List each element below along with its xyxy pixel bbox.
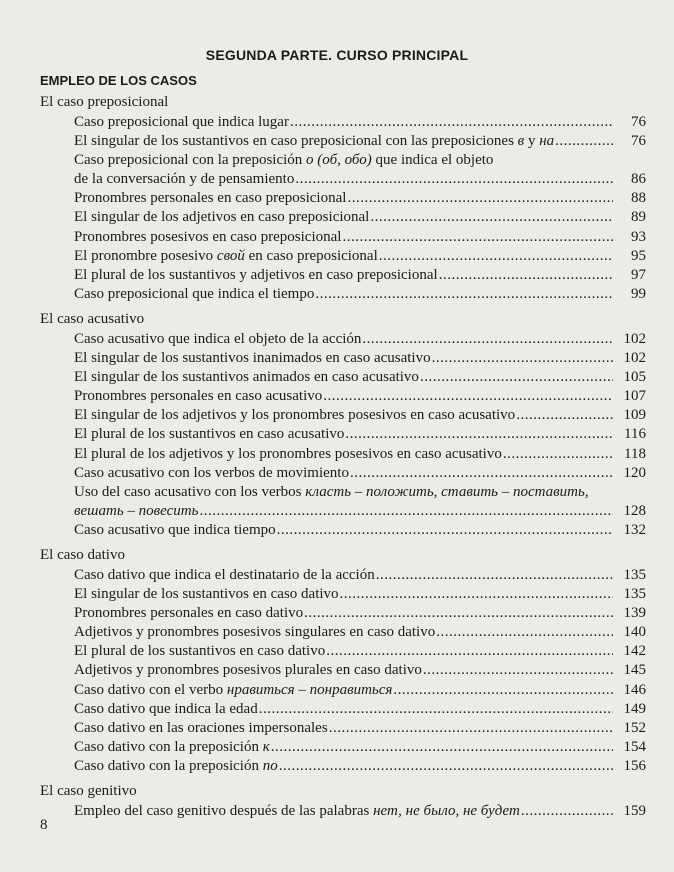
toc-entry-text: Caso dativo que indica la edad (74, 700, 258, 717)
toc-entry-text: El plural de los sustantivos y adjetivos en caso preposicional (74, 266, 438, 283)
toc-entry-italic: нет, не было, не будет (373, 803, 520, 819)
toc-entry-text: Pronombres personales en caso preposicional (74, 190, 347, 207)
group-title: El caso dativo (40, 546, 125, 563)
dot-leader (432, 349, 613, 368)
toc-entry[interactable] (40, 330, 646, 349)
toc-entry-text: El pronombre posesivo (74, 247, 217, 264)
dot-leader (350, 464, 613, 483)
dot-leader (279, 757, 613, 776)
toc-entry-label (74, 502, 198, 521)
toc-entry-label (74, 330, 361, 349)
toc-entry-label (74, 208, 369, 227)
toc-entry-label (74, 738, 270, 757)
toc-entry-label (74, 566, 375, 585)
toc-entry-label (74, 349, 431, 368)
toc-entry[interactable] (40, 661, 646, 680)
toc-entry[interactable] (40, 719, 646, 738)
dot-leader (329, 719, 613, 738)
toc-group (40, 92, 646, 304)
toc-entry-line (74, 151, 646, 170)
toc-entry-label (74, 368, 419, 387)
toc-entry-text: Pronombres personales en caso acusativo (74, 388, 323, 405)
toc-page-number: 140 (623, 624, 646, 641)
group-title: El caso preposicional (40, 94, 169, 110)
toc-entry-label (74, 406, 515, 425)
toc-entry-italic: по (262, 757, 278, 774)
toc-entry-label (74, 247, 378, 266)
toc-entry[interactable] (40, 189, 646, 208)
toc-entry[interactable] (40, 368, 646, 387)
dot-leader (342, 228, 613, 247)
dot-leader (379, 247, 613, 266)
dot-leader (199, 502, 613, 521)
toc-entry-label (74, 604, 303, 623)
dot-leader (393, 681, 613, 700)
toc-entry-text: en caso preposicional (244, 247, 378, 264)
dot-leader (315, 285, 613, 304)
toc-entry-text: El singular de los sustantivos animados en caso acusativo (74, 369, 419, 386)
toc-entry[interactable] (40, 521, 646, 540)
toc-entry[interactable] (40, 113, 646, 132)
toc-entry[interactable] (40, 425, 646, 444)
toc-entry-italic: вешать – повесить (74, 502, 199, 519)
dot-leader (555, 132, 613, 151)
toc-entry-label (74, 189, 346, 208)
toc-entry-text: El singular de los sustantivos inanimados en caso acusativo (74, 350, 431, 367)
toc-entry-line (74, 483, 646, 502)
toc-entry[interactable] (40, 208, 646, 227)
toc-entry-italic: к (262, 738, 270, 755)
toc-entry-label (74, 802, 520, 821)
toc-entry-italic: на (539, 133, 555, 150)
toc-entry-text: Adjetivos y pronombres posesivos singulares en caso dativo (74, 624, 436, 641)
dot-leader (345, 425, 613, 444)
toc-entry-label (74, 642, 325, 661)
toc-entry-label (74, 445, 502, 464)
toc-page-number: 152 (623, 719, 646, 736)
toc-entry[interactable] (40, 445, 646, 464)
toc-entry[interactable] (40, 757, 646, 776)
toc-entry-italic: нравиться – понравиться (226, 681, 393, 698)
toc-entry[interactable] (40, 132, 646, 151)
dot-leader (420, 368, 613, 387)
toc-page-number: 95 (631, 247, 646, 264)
dot-leader (503, 445, 613, 464)
toc-page-number: 146 (623, 681, 646, 698)
toc-page-number: 107 (623, 388, 646, 405)
toc-entry-line (74, 170, 646, 189)
page-number: 8 (40, 817, 48, 833)
toc-page-number: 128 (623, 502, 646, 519)
toc-entry[interactable] (40, 387, 646, 406)
toc-entry[interactable] (40, 285, 646, 304)
dot-leader (362, 330, 613, 349)
toc-entry[interactable] (40, 406, 646, 425)
toc-entry-text: que indica el objeto (371, 152, 494, 169)
table-of-contents (40, 92, 646, 826)
toc-entry-text: Adjetivos y pronombres posesivos plurales en caso dativo (74, 662, 422, 679)
dot-leader (423, 661, 613, 680)
toc-entry-text: Pronombres posesivos en caso preposicional (74, 228, 342, 245)
toc-entry-text: El plural de los sustantivos en caso dativo (74, 643, 326, 660)
toc-group (40, 781, 646, 821)
toc-entry-text: Caso preposicional que indica lugar (74, 114, 289, 130)
toc-entry-text: y (524, 133, 540, 150)
dot-leader (439, 266, 613, 285)
toc-entry-text: El plural de los adjetivos y los pronombres posesivos en caso acusativo (74, 445, 502, 462)
dot-leader (516, 406, 613, 425)
toc-entry-label (74, 757, 278, 776)
toc-page-number: 145 (623, 662, 646, 679)
toc-entry-label (74, 585, 339, 604)
toc-page-number: 88 (631, 190, 646, 207)
toc-entry[interactable] (40, 623, 646, 642)
toc-entry-italic: класть – положить, ставить – поставить, (305, 483, 589, 500)
dot-leader (323, 387, 613, 406)
toc-entry-label (74, 719, 328, 738)
toc-page-number: 156 (623, 757, 646, 774)
toc-entry-label (74, 170, 294, 189)
dot-leader (290, 113, 613, 132)
toc-entry-text: El singular de los sustantivos en caso preposicional con las preposiciones (74, 133, 518, 150)
toc-entry-text: Caso dativo con el verbo (74, 681, 227, 698)
toc-entry[interactable] (40, 700, 646, 719)
toc-entry[interactable] (40, 802, 646, 821)
dot-leader (259, 700, 613, 719)
dot-leader (304, 604, 613, 623)
toc-entry-text: Caso dativo con la preposición (74, 738, 263, 755)
toc-entry-label (74, 623, 435, 642)
dot-leader (295, 170, 613, 189)
toc-page-number: 135 (623, 566, 646, 583)
dot-leader (271, 738, 613, 757)
toc-page-number: 135 (623, 586, 646, 603)
toc-page-number: 76 (631, 133, 646, 150)
toc-page-number: 102 (623, 330, 646, 347)
toc-entry-text: Caso acusativo que indica tiempo (74, 521, 276, 538)
toc-entry-text: Caso dativo que indica el destinatario de la acción (74, 566, 375, 583)
toc-page-number: 102 (623, 350, 646, 367)
toc-entry-text: Caso preposicional que indica el tiempo (74, 285, 315, 302)
dot-leader (370, 208, 613, 227)
toc-entry-label (74, 700, 258, 719)
toc-entry[interactable] (40, 266, 646, 285)
toc-entry[interactable] (40, 464, 646, 483)
group-title: El caso genitivo (40, 783, 137, 799)
toc-entry-text: El singular de los adjetivos en caso preposicional (74, 209, 370, 226)
toc-page-number: 139 (623, 605, 646, 622)
toc-page-number: 76 (631, 114, 646, 130)
toc-entry[interactable] (40, 604, 646, 623)
group-title: El caso acusativo (40, 310, 145, 327)
toc-page-number: 132 (623, 521, 646, 538)
toc-entry-italic: в (517, 133, 525, 150)
toc-entry-label (74, 661, 422, 680)
dot-leader (376, 566, 613, 585)
dot-leader (277, 521, 613, 540)
section-title: EMPLEO DE LOS CASOS (40, 73, 197, 88)
toc-entry[interactable] (40, 566, 646, 585)
toc-page-number: 159 (623, 803, 646, 819)
dot-leader (326, 642, 613, 661)
toc-entry-text: Uso del caso acusativo con los verbos (74, 483, 306, 500)
toc-entry-text: El plural de los sustantivos en caso acusativo (74, 426, 345, 443)
toc-page-number: 120 (623, 464, 646, 481)
toc-entry[interactable] (40, 247, 646, 266)
toc-page-number: 116 (624, 426, 646, 443)
toc-entry-text: Caso dativo en las oraciones impersonales (74, 719, 328, 736)
toc-entry-text: El singular de los sustantivos en caso dativo (74, 586, 339, 603)
toc-entry-italic: свой (216, 247, 245, 264)
toc-entry-text: Caso dativo con la preposición (74, 757, 263, 774)
toc-entry[interactable] (40, 228, 646, 247)
toc-page-number: 105 (623, 369, 646, 386)
toc-entry-text: Caso acusativo que indica el objeto de la acción (74, 330, 362, 347)
toc-entry-text: Caso preposicional con la preposición (74, 152, 307, 169)
toc-page-number: 99 (631, 285, 646, 302)
toc-entry-label (74, 285, 314, 304)
toc-entry-label (74, 113, 289, 132)
toc-group (40, 545, 646, 776)
toc-entry[interactable] (40, 642, 646, 661)
toc-entry-italic: о (об, обо) (306, 152, 372, 169)
toc-entry-label (74, 681, 392, 700)
toc-entry-label (74, 266, 438, 285)
toc-entry[interactable] (40, 681, 646, 700)
toc-group (40, 309, 646, 540)
toc-entry-text: El singular de los adjetivos y los pronombres posesivos en caso acusativo (74, 407, 516, 424)
toc-entry-text: Empleo del caso genitivo después de las palabras (74, 803, 374, 819)
toc-entry-text: Caso acusativo con los verbos de movimiento (74, 464, 349, 481)
toc-entry[interactable] (40, 151, 646, 189)
dot-leader (347, 189, 613, 208)
toc-entry[interactable] (40, 349, 646, 368)
toc-entry-text: Pronombres personales en caso dativo (74, 605, 304, 622)
dot-leader (436, 623, 613, 642)
toc-entry-text: de la conversación y de pensamiento (74, 171, 295, 188)
toc-page-number: 154 (623, 738, 646, 755)
toc-entry-label (74, 521, 276, 540)
toc-entry-line (74, 502, 646, 521)
toc-entry[interactable] (40, 585, 646, 604)
toc-page-number: 97 (631, 266, 646, 283)
toc-entry-label (74, 132, 554, 151)
dot-leader (340, 585, 613, 604)
toc-page-number: 118 (624, 445, 646, 462)
toc-page-number: 89 (631, 209, 646, 226)
toc-entry-label (74, 464, 349, 483)
toc-page-number: 142 (623, 643, 646, 660)
toc-entry-label (74, 425, 344, 444)
dot-leader (521, 802, 613, 821)
toc-entry[interactable] (40, 483, 646, 521)
part-title: SEGUNDA PARTE. CURSO PRINCIPAL (205, 47, 469, 63)
toc-entry-label (74, 387, 322, 406)
toc-page-number: 149 (623, 700, 646, 717)
toc-entry-label (74, 228, 341, 247)
toc-page-number: 109 (623, 407, 646, 424)
toc-entry[interactable] (40, 738, 646, 757)
toc-page-number: 86 (631, 171, 646, 188)
toc-page-number: 93 (631, 228, 646, 245)
